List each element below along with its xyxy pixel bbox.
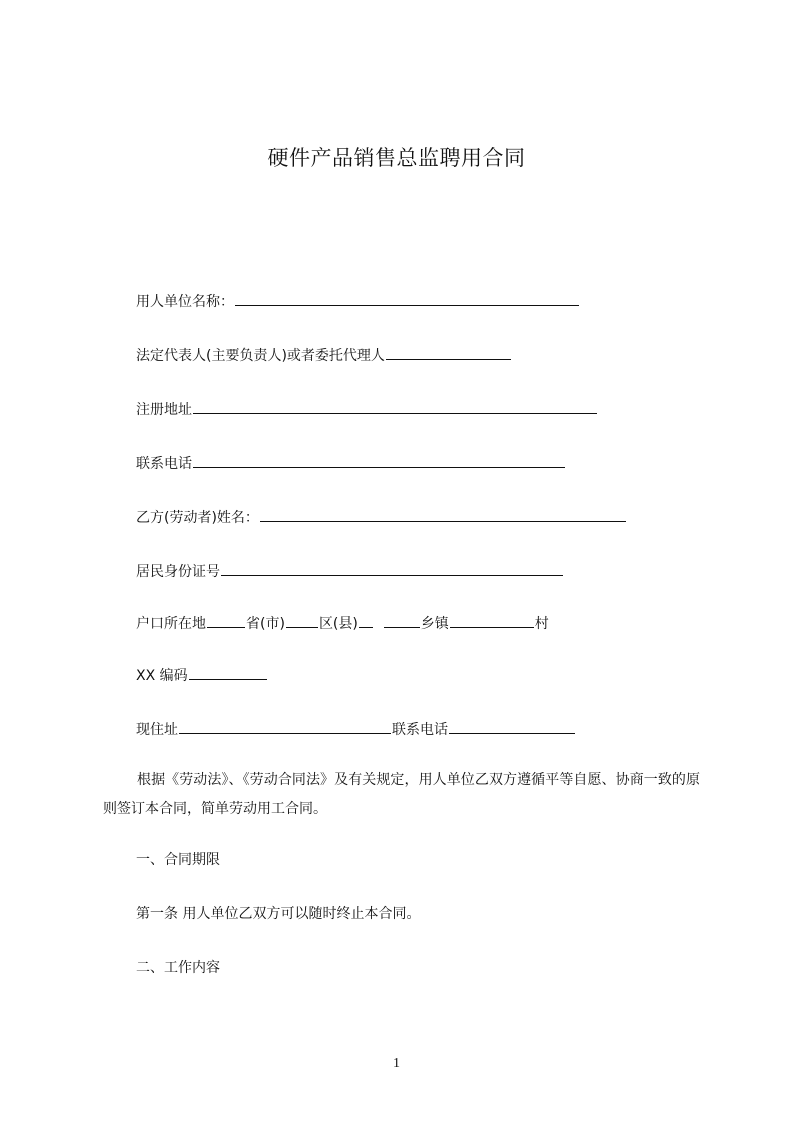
current-address-field[interactable] <box>179 718 391 734</box>
employer-name-line <box>136 290 580 312</box>
hukou-district-field[interactable] <box>286 612 318 628</box>
hukou-township-label: 乡镇 <box>420 616 449 632</box>
reg-address-label: 注册地址 <box>136 402 192 418</box>
employer-name-label: 用人单位名称： <box>136 294 234 310</box>
hukou-province-field[interactable] <box>207 612 245 628</box>
current-address-label: 现住址 <box>136 722 178 738</box>
party-b-name-label: 乙方(劳动者)姓名： <box>136 510 259 526</box>
code-line <box>136 664 268 686</box>
intro-paragraph: 根据《劳动法》、《劳动合同法》及有关规定，用人单位乙双方遵循平等自愿、协商一致的原则签订本合同，简单劳动用工合同。 <box>103 772 700 817</box>
hukou-line <box>136 612 549 634</box>
hukou-village-field[interactable] <box>450 612 534 628</box>
hukou-label: 户口所在地 <box>136 616 206 632</box>
party-b-name-field[interactable] <box>260 506 626 522</box>
hukou-village-label: 村 <box>534 616 549 632</box>
page-number: 1 <box>393 1056 400 1071</box>
legal-rep-line <box>136 344 512 366</box>
hukou-district-label: 区(县) <box>318 616 358 632</box>
employer-name-field[interactable] <box>235 290 579 306</box>
document-title: 硬件产品销售总监聘用合同 <box>267 146 526 170</box>
current-phone-field[interactable] <box>449 718 575 734</box>
code-field[interactable] <box>189 664 267 680</box>
current-address-line <box>136 718 576 740</box>
reg-address-field[interactable] <box>193 398 597 414</box>
hukou-district-field-2[interactable] <box>359 612 373 628</box>
contact-phone-line <box>136 452 566 474</box>
contact-phone-field[interactable] <box>193 452 565 468</box>
legal-rep-label: 法定代表人(主要负责人)或者委托代理人 <box>136 348 385 364</box>
contact-phone-label: 联系电话 <box>136 456 192 472</box>
hukou-township-field[interactable] <box>384 612 420 628</box>
article1-text: 第一条 用人单位乙双方可以随时终止本合同。 <box>136 906 421 922</box>
legal-rep-field[interactable] <box>386 344 511 360</box>
reg-address-line <box>136 398 598 420</box>
id-number-field[interactable] <box>221 560 563 576</box>
party-b-name-line <box>136 506 627 528</box>
section2-heading: 二、工作内容 <box>136 960 220 976</box>
code-label: XX 编码 <box>136 668 188 684</box>
hukou-province-label: 省(市) <box>246 616 285 632</box>
id-number-label: 居民身份证号 <box>136 564 220 580</box>
id-number-line <box>136 560 564 582</box>
section1-heading: 一、合同期限 <box>136 852 220 868</box>
current-phone-label: 联系电话 <box>392 722 448 738</box>
